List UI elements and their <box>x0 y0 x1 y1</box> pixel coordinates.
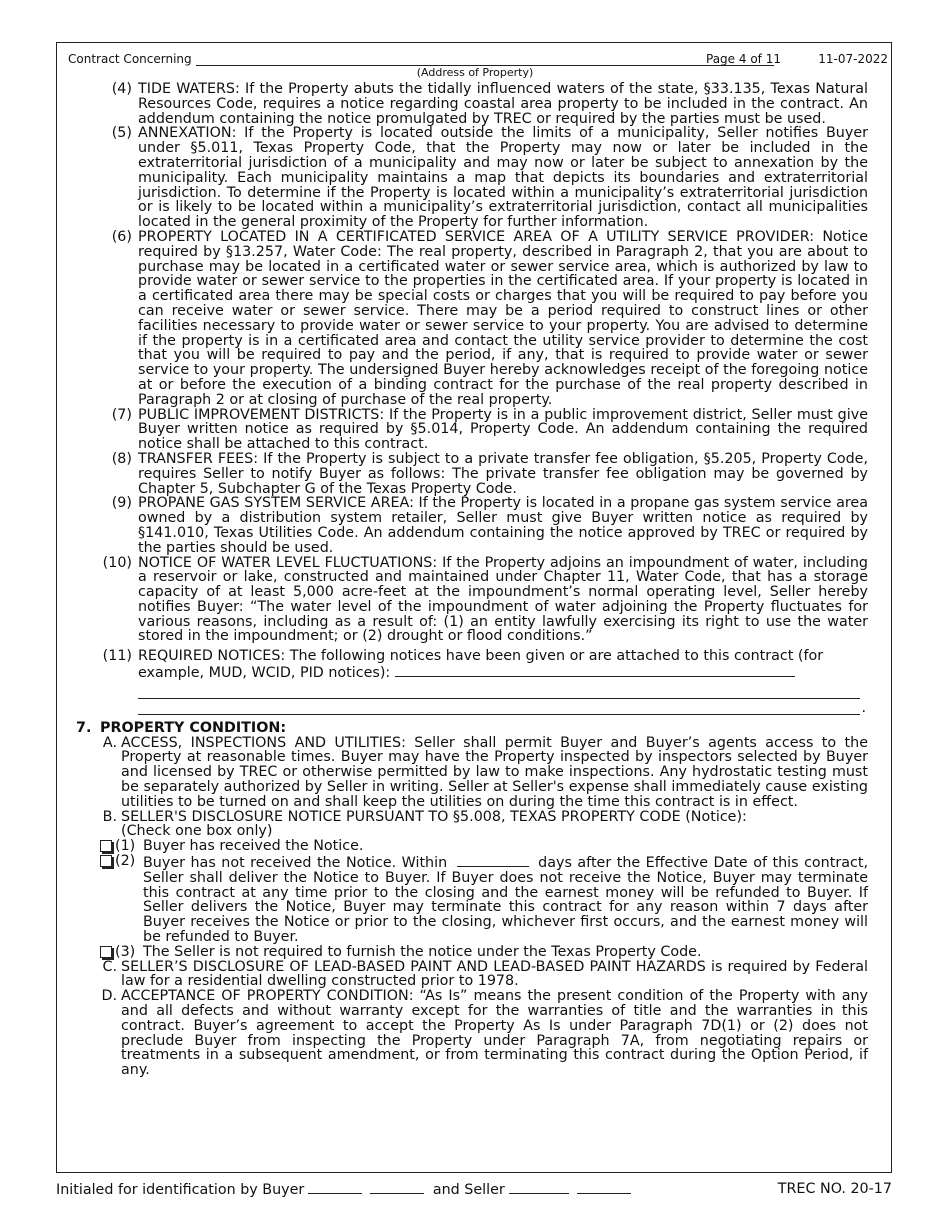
option-b3 <box>76 945 868 960</box>
option-b2 <box>76 854 868 945</box>
subitem-label: D. <box>101 988 117 1005</box>
option-text: Buyer has not received the Notice. Within <box>143 855 448 872</box>
item-number: (11) <box>102 648 132 665</box>
notice-item <box>76 556 868 645</box>
days-field[interactable] <box>457 854 529 867</box>
contract-concerning-label: Contract Concerning <box>68 52 192 66</box>
section-number: 7. <box>76 719 92 736</box>
section-7b <box>76 810 868 840</box>
option-text: The Seller is not required to furnish the notice under the Texas Property Code. <box>143 943 702 960</box>
end-period: . <box>861 699 866 716</box>
option-number: (2) <box>115 853 136 870</box>
section-7c <box>76 960 868 990</box>
form-date: 11-07-2022 <box>818 52 888 66</box>
subitem-text: ACCESS, INSPECTIONS AND UTILITIES: Seller shall permit Buyer and Buyer’s agents access to the Property at reasonable times. Buyer may have the Property inspected by inspectors selected by Buyer and licensed by TREC or otherwise permitted by law to make inspections. Any hydrostatic testing must be separately authorized by Seller in writing. Seller at Seller's expense shall immediately cause existing utilities to be turned on and shall keep the utilities on during the time this contract is in effect. <box>121 734 868 810</box>
section-7d <box>76 989 868 1078</box>
notice-item <box>76 496 868 555</box>
subitem-label: B. <box>102 808 117 825</box>
notice-items <box>76 82 868 644</box>
item-text: REQUIRED NOTICES: The following notices have been given or are attached to this contract (for example, MUD, WCID, PID notices): <box>138 648 824 682</box>
required-notices-field-3[interactable] <box>138 699 866 716</box>
required-notices-field-2[interactable] <box>138 685 860 699</box>
item-number: (5) <box>111 125 132 142</box>
item-number: (4) <box>111 81 132 97</box>
page-number: Page 4 of 11 <box>706 52 781 66</box>
checkbox-b1[interactable] <box>100 840 112 852</box>
seller-initial-field-2[interactable] <box>577 1181 631 1194</box>
option-text: Buyer has received the Notice. <box>143 838 364 855</box>
item-text: PROPERTY LOCATED IN A CERTIFICATED SERVICE AREA OF A UTILITY SERVICE PROVIDER: Notice required by §13.257, Water Code: The real property, described in Paragraph 2, that you are about to purchase may be located in a certificated water or sewer service area, which is authorized by law to provide water or sewer service to the properties in the certificated area. If your property is located in a certificated area there may be special costs or charges that you will be required to pay before you can receive water or sewer service. There may be a period required to construct lines or other facilities necessary to provide water or sewer service to your property. You are advised to determine if the property is in a certificated area and contact the utility service provider to determine the cost that you will be required to pay and the period, if any, that is required to provide water or sewer service to your property. The undersigned Buyer hereby acknowledges receipt of the foregoing notice at or before the execution of a binding contract for the purchase of the real property described in Paragraph 2 or at closing of purchase of the real property. <box>138 228 868 408</box>
option-number: (1) <box>115 838 136 855</box>
section-7-heading <box>76 721 868 736</box>
initialed-buyer-label: Initialed for identification by Buyer <box>56 1182 305 1198</box>
item-text: ANNEXATION: If the Property is located outside the limits of a municipality, Seller notifies Buyer under §5.011, Texas Property Code, that the Property may now or later be included in the extraterritorial jurisdiction of a municipality and may now or later be subject to annexation by the municipality. Each municipality maintains a map that depicts its boundaries and extraterritorial jurisdiction. To determine if the Property is located within a municipality’s extraterritorial jurisdiction or is likely to be located within a municipality’s extraterritorial jurisdiction, contact all municipalities located in the general proximity of the Property for further information. <box>138 125 868 231</box>
subitem-text: SELLER’S DISCLOSURE OF LEAD-BASED PAINT AND LEAD-BASED PAINT HAZARDS is required by Federal law for a residential dwelling constructed prior to 1978. <box>121 958 868 990</box>
buyer-initial-field-1[interactable] <box>308 1181 362 1194</box>
checkbox-b2[interactable] <box>100 855 112 867</box>
notice-item <box>76 126 868 230</box>
subitem-text: ACCEPTANCE OF PROPERTY CONDITION: “As Is” means the present condition of the Property with any and all defects and without warranty except for the warranties of title and the warranties in this contract. Buyer’s agreement to accept the Property As Is under Paragraph 7D(1) or (2) does not preclude Buyer from inspecting the Property under Paragraph 7A, from negotiating repairs or treatments in a subsequent amendment, or from terminating this contract during the Option Period, if any. <box>121 988 868 1079</box>
and-seller-label: and Seller <box>432 1182 505 1198</box>
seller-initial-field-1[interactable] <box>509 1181 569 1194</box>
contract-body <box>76 82 868 1078</box>
checkbox-b3[interactable] <box>100 946 112 958</box>
notice-item <box>76 408 868 452</box>
subitem-text: SELLER'S DISCLOSURE NOTICE PURSUANT TO §5.008, TEXAS PROPERTY CODE (Notice): <box>121 808 747 825</box>
notice-item <box>76 82 868 126</box>
subitem-label: C. <box>102 958 117 975</box>
section-7a <box>76 736 868 810</box>
page-footer <box>56 1181 892 1198</box>
subitem-label: A. <box>102 734 117 751</box>
item-number: (8) <box>111 450 132 467</box>
option-number: (3) <box>115 943 136 960</box>
notice-item <box>76 452 868 496</box>
section-title: PROPERTY CONDITION: <box>100 719 287 736</box>
item-text: PROPANE GAS SYSTEM SERVICE AREA: If the Property is located in a propane gas system service area owned by a distribution system retailer, Seller must give Buyer written notice as required by §141.010, Texas Utilities Code. An addendum containing the notice approved by TREC or required by the parties should be used. <box>138 495 868 556</box>
item-text: TIDE WATERS: If the Property abuts the tidally influenced waters of the state, §33.135, Texas Natural Resources Code, requires a notice regarding coastal area property to be included in the contract. An addendum containing the notice promulgated by TREC or required by the parties must be used. <box>138 81 868 127</box>
item-text: PUBLIC IMPROVEMENT DISTRICTS: If the Property is in a public improvement district, Seller must give Buyer written notice as required by §5.014, Property Code. An addendum containing the required notice shall be attached to this contract. <box>138 406 868 453</box>
address-caption: (Address of Property) <box>416 66 534 79</box>
notice-item-11 <box>76 649 868 681</box>
item-text: NOTICE OF WATER LEVEL FLUCTUATIONS: If the Property adjoins an impoundment of water, including a reservoir or lake, constructed and maintained under Chapter 11, Water Code, that has a storage capacity of at least 5,000 acre-feet at the impoundment’s normal operating level, Seller hereby notifies Buyer: “The water level of the impoundment of water adjoining the Property fluctuates for various reasons, including as a result of: (1) an entity lawfully exercising its right to use the water stored in the impoundment; or (2) drought or flood conditions.” <box>138 554 868 645</box>
buyer-initial-field-2[interactable] <box>370 1181 424 1194</box>
option-b1 <box>76 839 868 854</box>
notice-item <box>76 230 868 408</box>
form-number: TREC NO. 20-17 <box>777 1181 892 1197</box>
item-number: (10) <box>102 554 132 571</box>
item-number: (7) <box>111 406 132 423</box>
check-one-note: (Check one box only) <box>121 823 273 840</box>
item-number: (9) <box>111 495 132 512</box>
item-number: (6) <box>111 228 132 245</box>
required-notices-field-1[interactable] <box>395 664 795 677</box>
item-text: TRANSFER FEES: If the Property is subject to a private transfer fee obligation, §5.205, Property Code, requires Seller to notify Buyer as follows: The private transfer fee obligation may be governed by Chapter 5, Subchapter G of the Texas Property Code. <box>138 450 868 497</box>
option-text-cont: days after the Effective Date of this contract, Seller shall deliver the Notice to Buyer. If Buyer does not receive the Notice, Buyer may terminate this contract at any time prior to the closing and the earnest money will be refunded to Buyer. If Seller delivers the Notice, Buyer may terminate this contract for any reason within 7 days after Buyer receives the Notice or prior to the closing, whichever first occurs, and the earnest money will be refunded to Buyer. <box>143 855 868 946</box>
